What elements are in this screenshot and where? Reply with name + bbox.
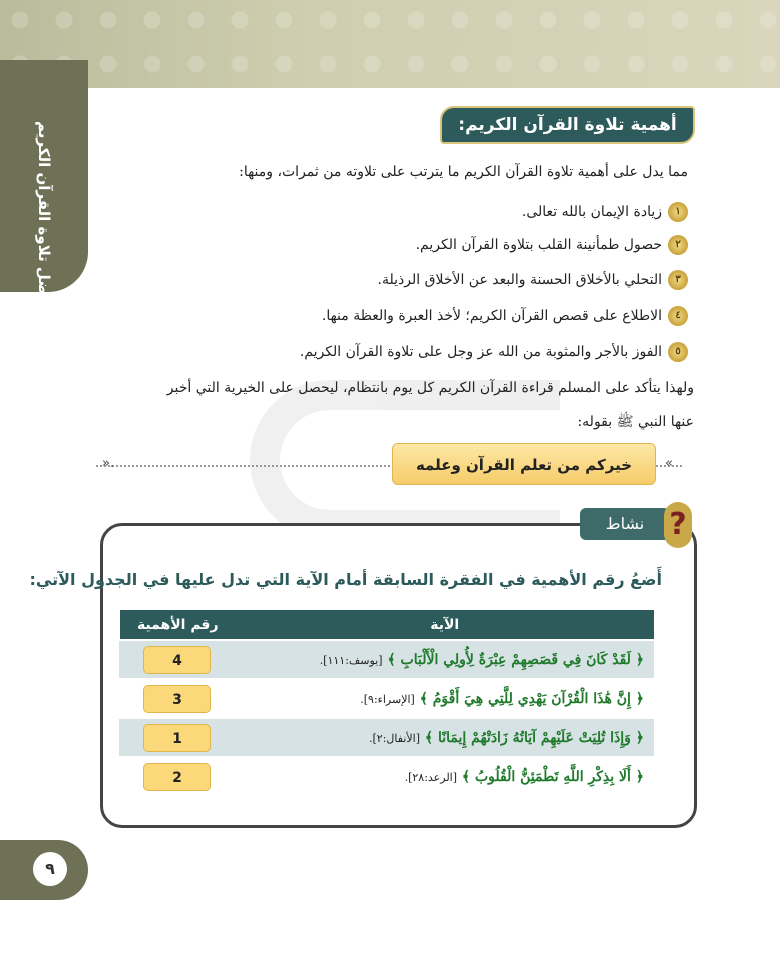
table-row [119,640,655,679]
conclusion-line-1: ولهذا يتأكد على المسلم قراءة القرآن الكريم كل يوم بانتظام، ليحصل على الخيرية التي أخبر [166,380,694,396]
verse-cell [236,640,655,679]
table-row [119,718,655,757]
list-item-text: الفوز بالأجر والمثوبة من الله عز وجل على تلاوة القرآن الكريم. [299,344,662,360]
number-cell [119,757,236,796]
verse-reference: [الإسراء:٩]. [360,692,415,706]
quote-close: ». [102,456,115,471]
question-mark-icon: ? [664,502,692,548]
list-item [300,342,688,362]
verse-reference: [يوسف:١١١]. [319,653,383,667]
importance-number-field[interactable]: 3 [143,685,211,713]
verse-text: ﴿ إِنَّ هَٰذَا الْقُرْآنَ يَهْدِي لِلَّتِي هِيَ أَقْوَمُ ﴾ [419,690,644,707]
quote-open: « [665,456,673,471]
intro-paragraph: مما يدل على أهمية تلاوة القرآن الكريم ما يترتب على تلاوته من ثمرات، ومنها: [239,164,688,180]
verse-text: ﴿ لَقَدْ كَانَ فِي قَصَصِهِمْ عِبْرَةٌ لِأُولِي الْأَلْبَابِ ﴾ [387,651,644,668]
number-cell [119,640,236,679]
number-badge-icon: ٥ [668,342,688,362]
verse-cell [236,679,655,718]
chapter-side-tab [0,60,88,368]
conclusion-line-2: عنها النبي ﷺ بقوله: [577,414,694,430]
number-cell [119,718,236,757]
number-badge-icon: ٢ [668,235,688,255]
table-row [119,757,655,796]
section-title: أهمية تلاوة القرآن الكريم: [440,106,695,144]
verses-table [117,610,654,796]
verse-reference: [الرعد:٢٨]. [404,771,458,784]
verse-cell [236,718,655,757]
number-badge-icon: ١ [668,202,688,222]
list-item [416,235,688,255]
verse-reference: [الأنفال:٢]. [369,731,421,745]
importance-number-field[interactable]: 1 [143,724,211,752]
verse-text: ﴿ أَلَا بِذِكْرِ اللَّهِ تَطْمَئِنُّ الْقُلُوبُ ﴾ [461,769,644,785]
activity-tab: نشاط [580,508,670,540]
page-number: ٩ [33,852,67,886]
verse-text: ﴿ وَإِذَا تُلِيَتْ عَلَيْهِمْ آيَاتُهُ زَادَتْهُمْ إِيمَانًا ﴾ [424,729,644,746]
number-badge-icon: ٤ [668,306,688,326]
list-item [322,306,688,326]
list-item-text: التحلي بالأخلاق الحسنة والبعد عن الأخلاق الرذيلة. [377,272,662,288]
list-item-text: زيادة الإيمان بالله تعالى. [521,204,662,220]
column-header-number: رقم الأهمية [119,610,236,640]
number-badge-icon: ٣ [668,270,688,290]
verse-cell [236,757,655,796]
column-header-verse: الآية [236,610,655,640]
importance-number-field[interactable]: 4 [143,646,211,674]
list-item-text: الاطلاع على قصص القرآن الكريم؛ لأخذ العبرة والعظة منها. [321,308,662,324]
activity-instruction: أَضعُ رقم الأهمية في الفقرة السابقة أمام الآية التي تدل عليها في الجدول الآتي: [29,570,662,589]
chapter-side-label: التجويد: فضل تلاوة القرآن الكريم [35,121,53,368]
hadith-box: خيركم من تعلم القرآن وعلمه [392,443,656,485]
header-band [0,0,780,88]
list-item [522,202,688,222]
list-item [378,270,688,290]
table-row [119,679,655,718]
importance-number-field[interactable]: 2 [143,763,211,791]
list-item-text: حصول طمأنينة القلب بتلاوة القرآن الكريم. [415,237,662,253]
number-cell [119,679,236,718]
